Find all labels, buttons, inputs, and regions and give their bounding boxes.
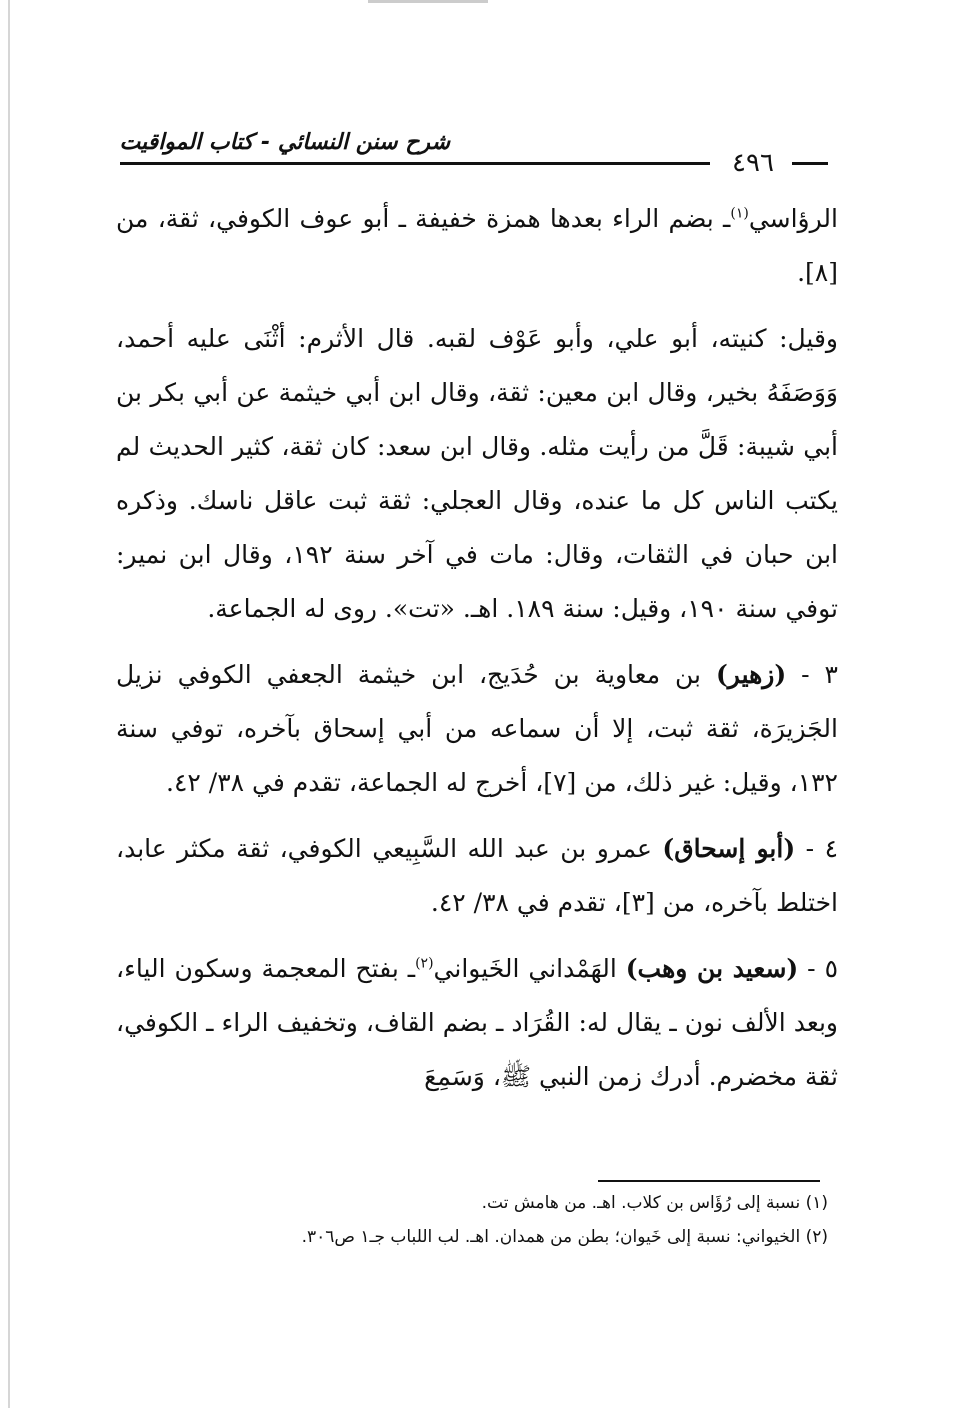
item-3-number: ٣ - xyxy=(801,660,838,689)
item-5-text: ـ بفتح المعجمة وسكون الياء، وبعد الألف نون ـ يقال له: القُرَاد ـ بضم القاف، وتخفيف الراء ـ الكوفي، ثقة مخضرم. أدرك زمن النبي ﷺ، وَسَمِعَ xyxy=(116,954,838,1091)
p1-rest: ـ بضم الراء بعدها همزة خفيفة ـ أبو عوف الكوفي، ثقة، من [٨]. xyxy=(116,204,838,287)
top-edge-mark xyxy=(368,0,488,3)
paragraph-4 xyxy=(116,822,838,930)
item-5-nisba: الهَمْداني الخَيواني xyxy=(433,954,617,983)
paragraph-2: وقيل: كنيته، أبو علي، وأبو عَوْف لقبه. قال الأثرم: أثْنَى عليه أحمد، وَوَصَفَهُ بخير، وقال ابن معين: ثقة، وقال ابن أبي خيثمة عن أبي بكر بن أبي شيبة: قَلَّ من رأيت مثله. وقال ابن سعد: كان ثقة، كثير الحديث لم يكتب الناس كل ما عنده، وقال العجلي: ثقة ثبت عاقل ناسك. وذكره ابن حبان في الثقات، وقال: مات في آخر سنة ١٩٢، وقال ابن نمير: توفي سنة ١٩٠، وقيل: سنة ١٨٩. اهـ. «تت». روى له الجماعة. xyxy=(116,324,839,623)
item-3-text: بن معاوية بن حُدَيج، ابن خيثمة الجعفي الكوفي نزيل الجَزيرَة، ثقة ثبت، إلا أن سماعه من أبي إسحاق بآخره، توفي سنة ١٣٢، وقيل: غير ذلك، من [٧]، أخرج له الجماعة، تقدم في ٣٨/ ٤٢. xyxy=(116,660,838,797)
item-5-number: ٥ - xyxy=(807,954,838,983)
footnotes xyxy=(116,1186,828,1254)
main-text xyxy=(116,192,838,1116)
item-4-text: عمرو بن عبد الله السَّبِيعي الكوفي، ثقة مكثر عابد، اختلط بآخره، من [٣]، تقدم في ٣٨/ ٤٢. xyxy=(116,834,838,917)
header-rule xyxy=(120,162,710,165)
item-5-name: (سعيد بن وهب) xyxy=(625,954,799,983)
footnote-ref-2: (٢) xyxy=(415,955,434,972)
item-3-name: (زهير) xyxy=(715,660,787,689)
page-number: ٤٩٦ xyxy=(732,148,774,178)
page-edge-line xyxy=(8,0,10,1408)
paragraph-1 xyxy=(116,192,838,300)
item-4-number: ٤ - xyxy=(805,834,838,863)
item-4-name: (أبو إسحاق) xyxy=(662,834,796,863)
running-title: شرح سنن النسائي - كتاب المواقيت xyxy=(119,130,450,155)
paragraph-3 xyxy=(116,648,838,810)
paragraph-5 xyxy=(116,942,838,1104)
footnote-ref-1: (١) xyxy=(730,205,749,222)
footnote-2: (٢) الخيواني: نسبة إلى خَيوان؛ بطن من همدان. اهـ. لب اللباب جـ١ ص٣٠٦. xyxy=(301,1227,828,1247)
footnote-rule xyxy=(598,1180,820,1182)
p1-start: الرؤاسي xyxy=(748,204,838,233)
footnote-1: (١) نسبة إلى رُؤَاس بن كلاب. اهـ. من هامش تت. xyxy=(481,1193,828,1213)
page-number-dash xyxy=(792,162,828,165)
